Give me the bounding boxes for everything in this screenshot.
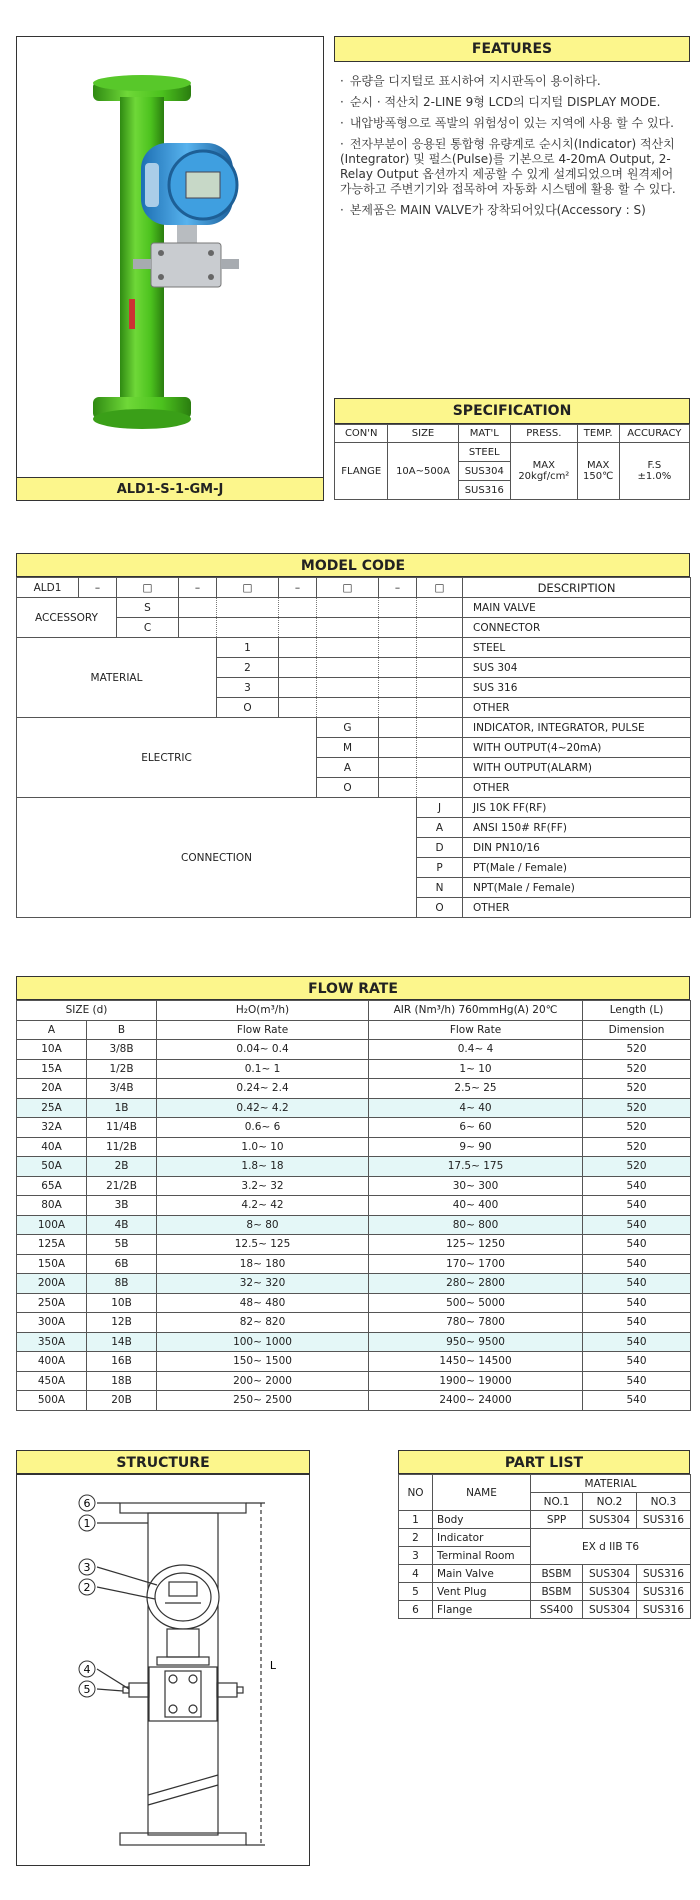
flow-rate-row [17,1157,691,1177]
flow-rate-row [17,1293,691,1313]
model-code-table [16,577,691,918]
mc-dash: – [79,578,117,598]
fr-size-b: 3/8B [87,1040,157,1060]
fr-h2o: 32~ 320 [157,1274,369,1294]
fr-size-b: 1B [87,1098,157,1118]
part-list-table [398,1474,691,1619]
fr-length: 540 [583,1371,691,1391]
fr-size-a: 125A [17,1235,87,1255]
mc-desc: JIS 10K FF(RF) [463,798,691,818]
flow-rate-row [17,1196,691,1216]
flow-rate-row [17,1371,691,1391]
mc-code: 1 [217,638,279,658]
feature-item: · 유량을 디지털로 표시하여 지시판독이 용이하다. [340,74,684,89]
flow-rate-table [16,1000,691,1411]
mc-code: S [117,598,179,618]
fr-size-b: 20B [87,1391,157,1411]
mc-desc: DIN PN10/16 [463,838,691,858]
fr-length: 540 [583,1274,691,1294]
fr-length: 540 [583,1215,691,1235]
fr-length: 540 [583,1313,691,1333]
fr-size-a: 500A [17,1391,87,1411]
fr-air: 30~ 300 [369,1176,583,1196]
spec-press-label: MAX [532,460,555,471]
callout-5: 5 [83,1683,91,1696]
fr-air: 125~ 1250 [369,1235,583,1255]
mc-code: 3 [217,678,279,698]
mc-box: □ [317,578,379,598]
fr-head-air-sub: Flow Rate [369,1020,583,1040]
fr-size-b: 10B [87,1293,157,1313]
mc-desc: OTHER [463,698,691,718]
fr-head-b: B [87,1020,157,1040]
pl-name: Terminal Room [433,1547,531,1565]
pl-m2: SUS304 [583,1583,637,1601]
spec-temp-label: MAX [586,460,610,471]
pl-no: 4 [399,1565,433,1583]
spec-material: SUS316 [458,481,510,500]
fr-h2o: 200~ 2000 [157,1371,369,1391]
fr-head-length-sub: Dimension [583,1020,691,1040]
fr-air: 40~ 400 [369,1196,583,1216]
callout-6: 6 [83,1497,91,1510]
spec-conn: FLANGE [335,443,388,500]
fr-size-a: 400A [17,1352,87,1372]
fr-length: 540 [583,1293,691,1313]
fr-h2o: 0.42~ 4.2 [157,1098,369,1118]
fr-air: 170~ 1700 [369,1254,583,1274]
flow-rate-row [17,1274,691,1294]
fr-length: 520 [583,1079,691,1099]
pl-no: 5 [399,1583,433,1601]
mc-desc: OTHER [463,778,691,798]
fr-air: 2400~ 24000 [369,1391,583,1411]
mc-code: G [317,718,379,738]
pl-m1: SS400 [531,1601,583,1619]
fr-h2o: 250~ 2500 [157,1391,369,1411]
pl-head-m2: NO.2 [583,1493,637,1511]
flow-rate-rows [17,1040,691,1411]
spec-header: ACCURACY [619,425,689,443]
fr-head-h2o-sub: Flow Rate [157,1020,369,1040]
pl-m1: SPP [531,1511,583,1529]
spec-header: TEMP. [577,425,619,443]
fr-h2o: 0.6~ 6 [157,1118,369,1138]
mc-code: M [317,738,379,758]
pl-name: Main Valve [433,1565,531,1583]
spec-header: CON'N [335,425,388,443]
flow-rate-row [17,1332,691,1352]
mc-desc: SUS 316 [463,678,691,698]
mc-description-header: DESCRIPTION [463,578,691,598]
fr-air: 500~ 5000 [369,1293,583,1313]
features-list [340,74,684,224]
fr-size-b: 16B [87,1352,157,1372]
mc-code: D [417,838,463,858]
mc-desc: WITH OUTPUT(4~20mA) [463,738,691,758]
specification-title: SPECIFICATION [334,398,690,424]
fr-h2o: 0.1~ 1 [157,1059,369,1079]
mc-desc: CONNECTOR [463,618,691,638]
pl-m2: SUS304 [583,1601,637,1619]
mc-desc: WITH OUTPUT(ALARM) [463,758,691,778]
mc-group-connection: CONNECTION [17,798,417,918]
fr-h2o: 12.5~ 125 [157,1235,369,1255]
mc-desc: NPT(Male / Female) [463,878,691,898]
flow-rate-row [17,1040,691,1060]
fr-size-a: 300A [17,1313,87,1333]
pl-name: Indicator [433,1529,531,1547]
mc-dash: – [379,578,417,598]
flow-rate-row [17,1118,691,1138]
mc-code: 2 [217,658,279,678]
fr-length: 540 [583,1352,691,1372]
structure-drawing [17,1475,309,1865]
dimension-label: L [269,1659,277,1672]
fr-length: 540 [583,1235,691,1255]
fr-length: 520 [583,1098,691,1118]
fr-head-size: SIZE (d) [17,1001,157,1021]
pl-name: Vent Plug [433,1583,531,1601]
flow-rate-row [17,1352,691,1372]
spec-header: PRESS. [511,425,578,443]
fr-size-a: 250A [17,1293,87,1313]
spec-press [511,443,578,500]
mc-code: O [417,898,463,918]
fr-size-a: 25A [17,1098,87,1118]
fr-air: 950~ 9500 [369,1332,583,1352]
mc-code: O [217,698,279,718]
mc-code: N [417,878,463,898]
fr-h2o: 1.0~ 10 [157,1137,369,1157]
fr-h2o: 8~ 80 [157,1215,369,1235]
fr-size-b: 21/2B [87,1176,157,1196]
fr-size-a: 15A [17,1059,87,1079]
pl-m3: SUS316 [637,1511,691,1529]
pl-no: 6 [399,1601,433,1619]
fr-h2o: 1.8~ 18 [157,1157,369,1177]
fr-air: 1~ 10 [369,1059,583,1079]
pl-no: 2 [399,1529,433,1547]
flow-rate-row [17,1254,691,1274]
pl-name: Flange [433,1601,531,1619]
flow-rate-row [17,1059,691,1079]
spec-accuracy-label: F.S [647,460,662,471]
spec-press-value: 20kgf/cm² [518,471,570,482]
fr-air: 1900~ 19000 [369,1371,583,1391]
flow-rate-row [17,1137,691,1157]
spec-material: STEEL [458,443,510,462]
mc-desc: ANSI 150# RF(FF) [463,818,691,838]
fr-air: 780~ 7800 [369,1313,583,1333]
mc-dash: – [279,578,317,598]
fr-size-b: 11/2B [87,1137,157,1157]
mc-prefix: ALD1 [17,578,79,598]
mc-dash: – [179,578,217,598]
pl-m2: SUS304 [583,1565,637,1583]
fr-size-a: 150A [17,1254,87,1274]
fr-size-a: 450A [17,1371,87,1391]
mc-box: □ [217,578,279,598]
specification-table [334,424,690,500]
fr-length: 540 [583,1332,691,1352]
mc-desc: PT(Male / Female) [463,858,691,878]
fr-h2o: 4.2~ 42 [157,1196,369,1216]
pl-m1: BSBM [531,1565,583,1583]
fr-size-b: 1/2B [87,1059,157,1079]
mc-desc: STEEL [463,638,691,658]
feature-item: · 내압방폭형으로 폭발의 위험성이 있는 지역에 사용 할 수 있다. [340,116,684,131]
pl-head-material: MATERIAL [531,1475,691,1493]
product-photo-panel [16,36,324,478]
pl-m1: BSBM [531,1583,583,1601]
mc-desc: OTHER [463,898,691,918]
flow-rate-row [17,1235,691,1255]
fr-head-h2o: H₂O(m³/h) [157,1001,369,1021]
fr-size-b: 8B [87,1274,157,1294]
fr-size-b: 14B [87,1332,157,1352]
fr-h2o: 0.24~ 2.4 [157,1079,369,1099]
fr-head-air: AIR (Nm³/h) 760mmHg(A) 20℃ [369,1001,583,1021]
spec-size: 10A~500A [388,443,458,500]
flow-rate-row [17,1391,691,1411]
spec-temp-value: 150℃ [582,471,614,482]
fr-size-a: 20A [17,1079,87,1099]
fr-h2o: 100~ 1000 [157,1332,369,1352]
model-label: ALD1-S-1-GM-J [16,477,324,501]
fr-size-a: 100A [17,1215,87,1235]
flow-rate-row [17,1313,691,1333]
fr-air: 2.5~ 25 [369,1079,583,1099]
fr-size-b: 3B [87,1196,157,1216]
fr-air: 80~ 800 [369,1215,583,1235]
flow-rate-row [17,1079,691,1099]
fr-size-b: 2B [87,1157,157,1177]
fr-size-b: 6B [87,1254,157,1274]
fr-length: 520 [583,1157,691,1177]
mc-box: □ [417,578,463,598]
mc-box: □ [117,578,179,598]
fr-size-b: 5B [87,1235,157,1255]
feature-item: · 본제품은 MAIN VALVE가 장착되어있다(Accessory : S) [340,203,684,218]
feature-item: · 순시 · 적산치 2-LINE 9형 LCD의 디지털 DISPLAY MODE. [340,95,684,110]
flowmeter-illustration [17,37,323,477]
mc-group-accessory: ACCESSORY [17,598,117,638]
fr-length: 520 [583,1118,691,1138]
fr-h2o: 0.04~ 0.4 [157,1040,369,1060]
features-title: FEATURES [334,36,690,62]
fr-size-b: 4B [87,1215,157,1235]
mc-desc: INDICATOR, INTEGRATOR, PULSE [463,718,691,738]
mc-desc: MAIN VALVE [463,598,691,618]
fr-size-a: 200A [17,1274,87,1294]
pl-head-m1: NO.1 [531,1493,583,1511]
fr-air: 4~ 40 [369,1098,583,1118]
fr-length: 540 [583,1254,691,1274]
callout-4: 4 [83,1663,91,1676]
pl-head-name: NAME [433,1475,531,1511]
fr-air: 280~ 2800 [369,1274,583,1294]
fr-head-a: A [17,1020,87,1040]
pl-name: Body [433,1511,531,1529]
fr-h2o: 3.2~ 32 [157,1176,369,1196]
part-list-title: PART LIST [398,1450,690,1474]
mc-code: O [317,778,379,798]
fr-size-a: 80A [17,1196,87,1216]
flow-rate-row [17,1098,691,1118]
structure-drawing-panel [16,1474,310,1866]
fr-size-b: 3/4B [87,1079,157,1099]
pl-merged-material: EX d IIB T6 [531,1529,691,1565]
mc-code: J [417,798,463,818]
structure-title: STRUCTURE [16,1450,310,1474]
fr-head-length: Length (L) [583,1001,691,1021]
spec-accuracy-value: ±1.0% [637,471,672,482]
feature-item: · 전자부분이 응용된 통합형 유량계로 순시치(Indicator) 적산치(Integrator) 및 펄스(Pulse)를 기본으로 4-20mA Output, 2-Relay Output 옵션까지 제공할 수 있게 설계되었으며 원격제어 가능하고 주변기기와 접목하여 자동화 시스템에 활용 할 수 있다. [340,137,684,197]
fr-size-a: 50A [17,1157,87,1177]
pl-m3: SUS316 [637,1583,691,1601]
fr-size-b: 18B [87,1371,157,1391]
fr-h2o: 48~ 480 [157,1293,369,1313]
flow-rate-row [17,1215,691,1235]
callout-1: 1 [83,1517,91,1530]
fr-length: 540 [583,1176,691,1196]
fr-air: 9~ 90 [369,1137,583,1157]
mc-desc: SUS 304 [463,658,691,678]
fr-size-a: 65A [17,1176,87,1196]
fr-length: 520 [583,1137,691,1157]
fr-h2o: 82~ 820 [157,1313,369,1333]
pl-m2: SUS304 [583,1511,637,1529]
fr-air: 17.5~ 175 [369,1157,583,1177]
pl-head-no: NO [399,1475,433,1511]
pl-no: 1 [399,1511,433,1529]
spec-header: SIZE [388,425,458,443]
pl-m3: SUS316 [637,1601,691,1619]
fr-length: 520 [583,1059,691,1079]
fr-air: 0.4~ 4 [369,1040,583,1060]
fr-h2o: 150~ 1500 [157,1352,369,1372]
mc-code: A [417,818,463,838]
fr-size-b: 12B [87,1313,157,1333]
callout-3: 3 [83,1561,91,1574]
fr-length: 520 [583,1040,691,1060]
fr-size-a: 10A [17,1040,87,1060]
spec-header: MAT'L [458,425,510,443]
mc-code: A [317,758,379,778]
pl-no: 3 [399,1547,433,1565]
fr-size-b: 11/4B [87,1118,157,1138]
fr-length: 540 [583,1196,691,1216]
pl-head-m3: NO.3 [637,1493,691,1511]
fr-length: 540 [583,1391,691,1411]
fr-size-a: 32A [17,1118,87,1138]
fr-air: 1450~ 14500 [369,1352,583,1372]
flow-rate-title: FLOW RATE [16,976,690,1000]
fr-size-a: 350A [17,1332,87,1352]
fr-size-a: 40A [17,1137,87,1157]
spec-temp [577,443,619,500]
spec-accuracy [619,443,689,500]
mc-group-electric: ELECTRIC [17,718,317,798]
model-code-title: MODEL CODE [16,553,690,577]
callout-2: 2 [83,1581,91,1594]
mc-group-material: MATERIAL [17,638,217,718]
mc-code: C [117,618,179,638]
flow-rate-row [17,1176,691,1196]
fr-air: 6~ 60 [369,1118,583,1138]
fr-h2o: 18~ 180 [157,1254,369,1274]
mc-code: P [417,858,463,878]
spec-material: SUS304 [458,462,510,481]
pl-m3: SUS316 [637,1565,691,1583]
